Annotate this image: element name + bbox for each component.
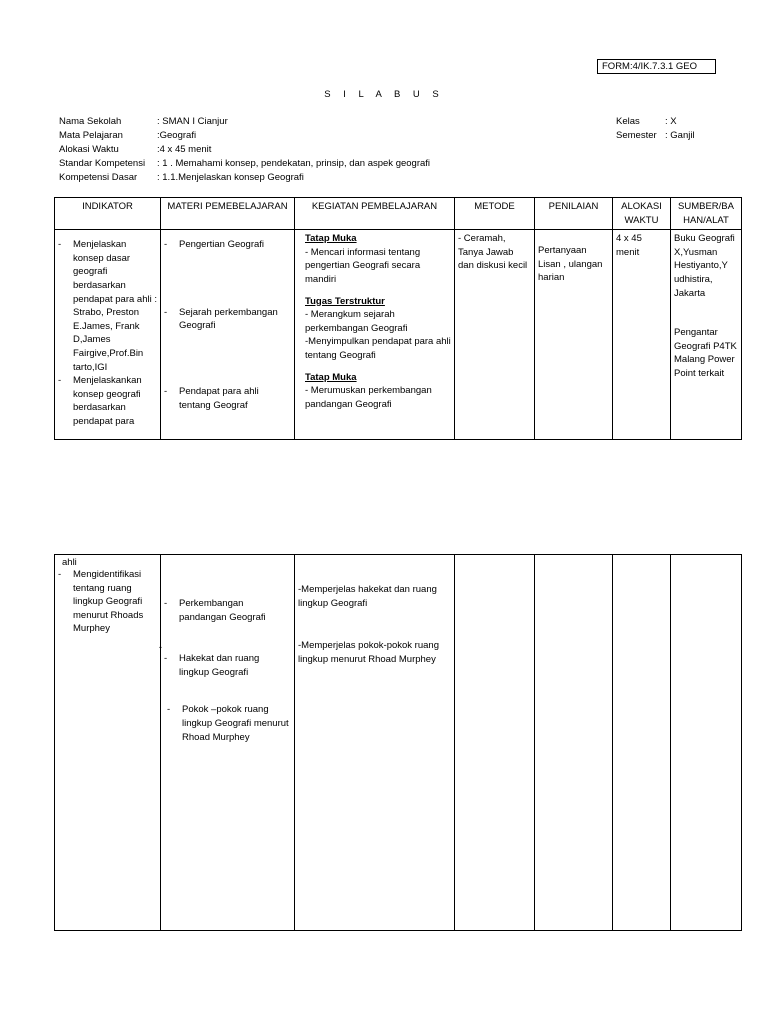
value-nama-sekolah: : SMAN I Cianjur <box>157 116 228 127</box>
materi-item: Pengertian Geografi <box>179 239 265 251</box>
value-mata-pelajaran: :Geografi <box>157 130 197 141</box>
kegiatan-item: - Merumuskan perkembangan pandangan Geografi <box>305 385 432 410</box>
materi-item: Pendapat para ahli tentang Geograf <box>179 385 259 411</box>
cell-metode: - Ceramah, Tanya Jawab dan diskusi kecil <box>455 230 535 440</box>
label-kelas: Kelas <box>616 116 640 127</box>
cell-materi <box>161 230 295 440</box>
header-alokasi-waktu: ALOKASI WAKTU <box>613 198 671 230</box>
header-kegiatan: KEGIATAN PEMBELAJARAN <box>295 198 455 230</box>
bullet: - <box>164 306 168 318</box>
label-mata-pelajaran: Mata Pelajaran <box>59 130 123 141</box>
bullet: - <box>58 239 62 251</box>
materi-item: Pokok –pokok ruang lingkup Geografi menurut Rhoad Murphey <box>182 704 289 743</box>
document-title: S I L A B U S <box>324 89 444 100</box>
syllabus-table-page1 <box>54 197 742 440</box>
label-standar-kompetensi: Standar Kompetensi <box>59 158 146 169</box>
kegiatan-item: -Memperjelas pokok-pokok ruang lingkup menurut Rhoad Murphey <box>298 640 439 665</box>
indikator-item: Menjelaskankan konsep geografi berdasarkan pendapat para <box>73 375 142 427</box>
sumber-item: Buku Geografi X,Yusman Hestiyanto,Y udhistira, Jakarta <box>674 233 735 299</box>
cell-sumber <box>671 230 742 440</box>
cell-kegiatan <box>295 230 455 440</box>
value-kompetensi-dasar: : 1.1.Menjelaskan konsep Geografi <box>157 172 304 183</box>
header-materi: MATERI PEMEBELAJARAN <box>161 198 295 230</box>
cell-sumber <box>671 555 742 931</box>
kegiatan-item: -Memperjelas hakekat dan ruang lingkup Geografi <box>298 584 437 609</box>
bullet: - <box>164 653 168 665</box>
kegiatan-item: - Merangkum sejarah perkembangan Geografi <box>305 309 408 334</box>
kegiatan-item: -Menyimpulkan pendapat para ahli tentang Geografi <box>305 336 451 361</box>
cell-alokasi: 4 x 45 menit <box>613 230 671 440</box>
materi-item: Perkembangan pandangan Geografi <box>179 598 266 623</box>
table-row <box>55 555 742 931</box>
header-sumber: SUMBER/BA HAN/ALAT <box>671 198 742 230</box>
kegiatan-heading: Tatap Muka <box>305 233 357 245</box>
kegiatan-heading: Tugas Terstruktur <box>305 295 385 307</box>
cell-kegiatan <box>295 555 455 931</box>
form-code: FORM:4/IK.7.3.1 GEO <box>597 59 716 74</box>
cell-materi <box>158 555 295 931</box>
header-metode: METODE <box>455 198 535 230</box>
penilaian-text: Pertanyaan Lisan , ulangan harian <box>538 245 603 284</box>
label-kompetensi-dasar: Kompetensi Dasar <box>59 172 138 183</box>
cell-indikator <box>55 555 161 931</box>
bullet: - <box>58 569 62 580</box>
indikator-continuation: ahli <box>62 557 77 568</box>
indikator-item: Mengidentifikasi tentang ruang lingkup Geografi menurut Rhoads Murphey <box>73 569 144 635</box>
bullet: - <box>164 598 168 609</box>
label-semester: Semester <box>616 130 657 141</box>
table-row <box>55 230 742 440</box>
materi-item: Hakekat dan ruang lingkup Geografi <box>179 653 260 678</box>
sumber-item: Pengantar Geografi P4TK Malang Power Point terkait <box>674 327 737 379</box>
cell-metode <box>455 555 535 931</box>
label-alokasi-waktu: Alokasi Waktu <box>59 144 119 155</box>
table-header-row <box>55 198 742 230</box>
value-kelas: : X <box>665 116 677 127</box>
value-alokasi-waktu: :4 x 45 menit <box>157 144 212 155</box>
kegiatan-item: - Mencari informasi tentang pengertian Geografi secara mandiri <box>305 246 421 285</box>
cell-alokasi <box>613 555 671 931</box>
cell-indikator <box>55 230 161 440</box>
bullet: - <box>167 704 171 716</box>
cell-penilaian <box>535 555 613 931</box>
kegiatan-heading: Tatap Muka <box>305 371 357 383</box>
bullet: - <box>164 239 168 251</box>
materi-item: Sejarah perkembangan Geografi <box>179 306 278 332</box>
header-penilaian: PENILAIAN <box>535 198 613 230</box>
value-semester: : Ganjil <box>665 130 695 141</box>
header-indikator: INDIKATOR <box>55 198 161 230</box>
syllabus-table-page2 <box>54 554 742 931</box>
label-nama-sekolah: Nama Sekolah <box>59 116 122 127</box>
value-standar-kompetensi: : 1 . Memahami konsep, pendekatan, prinsip, dan aspek geografi <box>157 158 431 169</box>
bullet: - <box>164 385 168 397</box>
bullet: - <box>58 375 62 387</box>
cell-penilaian <box>535 230 613 440</box>
indikator-item: Menjelaskan konsep dasar geografi berdasarkan pendapat para ahli : Strabo, Preston E.James, Frank D,James Fairgive,Prof.Bin tarto,IGI <box>73 239 157 373</box>
stray-dash: - <box>158 642 162 653</box>
